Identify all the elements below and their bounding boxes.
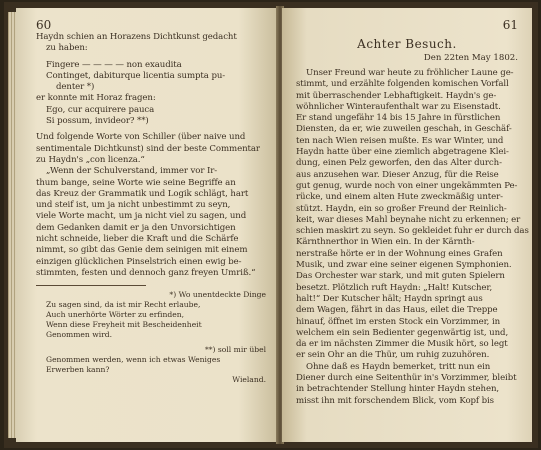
text-line: zu haben: [46, 43, 88, 54]
footnote-signature: Wieland. [232, 375, 266, 385]
text-line: schien maskirt zu seyn. So gekleidet fuhr er durch das [296, 226, 529, 237]
text-line: Haydn schien an Horazens Dichtkunst gedacht [36, 32, 237, 42]
chapter-heading: Achter Besuch. [357, 37, 457, 51]
verse-line: Ego, cur acquirere pauca [46, 104, 155, 115]
text-line: Er stand ungefähr 14 bis 15 Jahre in fürstlichen [296, 113, 501, 124]
text-line: wöhnlicher Winteraufenthalt war zu Eisenstadt. [296, 101, 501, 112]
text-line: dem Wagen, fährt in das Haus, eilet die Treppe [296, 305, 498, 316]
text-line: Unser Freund war heute zu fröhlicher Laune ge- [306, 68, 514, 78]
text-line: nicht schneide, lieber die Kraft und die Schärfe [36, 234, 239, 245]
text-line: gut genug, wurde noch von einer ungekämmten Pe- [296, 180, 518, 191]
text-line: Haydn hatte über eine ziemlich abgetragene Klei- [296, 147, 509, 158]
text-line: viele Worte macht, um ja nicht viel zu sagen, und [36, 211, 247, 222]
text-line: hinauf, öffnet im ersten Stock ein Vorzimmer, in [296, 316, 501, 327]
text-line: nimmt, so gibt das Genie dem seinigen mit einem [36, 245, 248, 256]
footnote-line: Auch unerhörte Wörter zu erfinden, [46, 310, 185, 320]
verse-line: denter *) [56, 82, 95, 93]
text-line: ten nach Wien reisen mußte. Es war Winter, und [296, 135, 504, 146]
text-line: misst ihn mit forschendem Blick, vom Kopf bis [296, 395, 494, 406]
text-line: einzigen glücklichen Pinselstrich einen ewig be- [36, 256, 242, 267]
page-number-left: 60 [36, 18, 52, 32]
footnote-line: Genommen werden, wenn ich etwas Weniges [46, 355, 221, 365]
verse-line: Fingere — — — — non exaudita [46, 59, 182, 70]
text-line: Musik, und zwar eine seiner eigenen Symphonien. [296, 260, 512, 271]
left-page [16, 8, 278, 442]
open-book [4, 2, 538, 448]
text-line: dung, einen Pelz geworfen, den das Alter durch- [296, 158, 502, 169]
text-line: stimmten, festen und dennoch ganz freyen Umriß.“ [36, 267, 256, 278]
footnote-line: **) soll mir übel [204, 345, 266, 355]
text-line: Ohne daß es Haydn bemerket, tritt nun ein [306, 361, 491, 372]
footnote-line: *) Wo unentdeckte Dinge [169, 290, 266, 300]
text-line: keit, war dieses Mahl beynahe nicht zu erkennen; er [296, 214, 521, 225]
verse-line: Si possum, invideor? **) [46, 116, 149, 127]
text-line: rücke, und einem alten Hute zweckmäßig unter- [296, 192, 503, 203]
text-line: Das Orchester war stark, und mit guten Spielern [296, 271, 505, 282]
footnote-line: Genommen wird. [46, 330, 113, 340]
right-page [282, 8, 532, 442]
text-line: thum bange, seine Worte wie seine Begriffe an [36, 177, 236, 188]
text-line: „Wenn der Schulverstand, immer vor Ir- [46, 166, 218, 177]
text-line: zu Haydn's „con licenza.“ [36, 154, 145, 165]
text-line: das Kreuz der Grammatik und Logik schlägt, hart [36, 188, 249, 199]
text-line: Und folgende Worte von Schiller (über naive und [36, 132, 246, 143]
text-line: und steif ist, um ja nicht unbestimmt zu seyn, [36, 200, 231, 211]
footnote-line: Erwerben kann? [46, 365, 110, 375]
verse-line: Continget, dabiturque licentia sumpta pu- [46, 70, 226, 81]
text-line: dem Gedanken damit er ja den Unvorsichtigen [36, 222, 236, 233]
text-line: welchem ein sein Bedienter gegenwärtig ist, und, [296, 327, 509, 338]
text-line: stimmt, und erzählte folgenden komischen Vorfall [296, 79, 509, 90]
text-line: er sein Ohr an die Thür, um ruhig zuzuhören. [296, 350, 490, 361]
text-line: Diensten, da er, wie zuweilen geschah, in Geschäf- [296, 124, 512, 135]
text-line: besetzt. Plötzlich ruft Haydn: „Halt! Kutscher, [296, 282, 493, 293]
footnote-divider [36, 285, 146, 286]
footnote-line: Wenn diese Freyheit mit Bescheidenheit [46, 320, 202, 330]
text-line: Diener durch eine Seitenthür in's Vorzimmer, bleibt [296, 373, 517, 384]
text-line: er konnte mit Horaz fragen: [36, 93, 156, 104]
text-line: da er im nächsten Zimmer die Musik hört, so legt [296, 339, 508, 350]
text-line: sentimentale Dichtkunst) sind der beste Commentar [36, 143, 260, 154]
text-line: aus anzusehen war. Dieser Anzug, für die Reise [296, 169, 499, 180]
dateline: Den 22ten May 1802. [423, 53, 518, 63]
text-line: mit überraschender Lebhaftigkeit. Haydn's ge- [296, 90, 497, 101]
text-line: in betrachtender Stellung hinter Haydn stehen, [296, 384, 500, 395]
text-line: nerstraße hörte er in der Wohnung eines Grafen [296, 248, 503, 259]
text-line: stützt. Haydn, ein so großer Freund der Reinlich- [296, 203, 507, 214]
text-line: halt!“ Der Kutscher hält; Haydn springt aus [296, 293, 483, 304]
page-number-right: 61 [502, 18, 518, 32]
text-line: Kärnthnerthor in Wien ein. In der Kärnth- [296, 237, 475, 248]
footnote-line: Zu sagen sind, da ist mir Recht erlaube, [46, 300, 201, 310]
